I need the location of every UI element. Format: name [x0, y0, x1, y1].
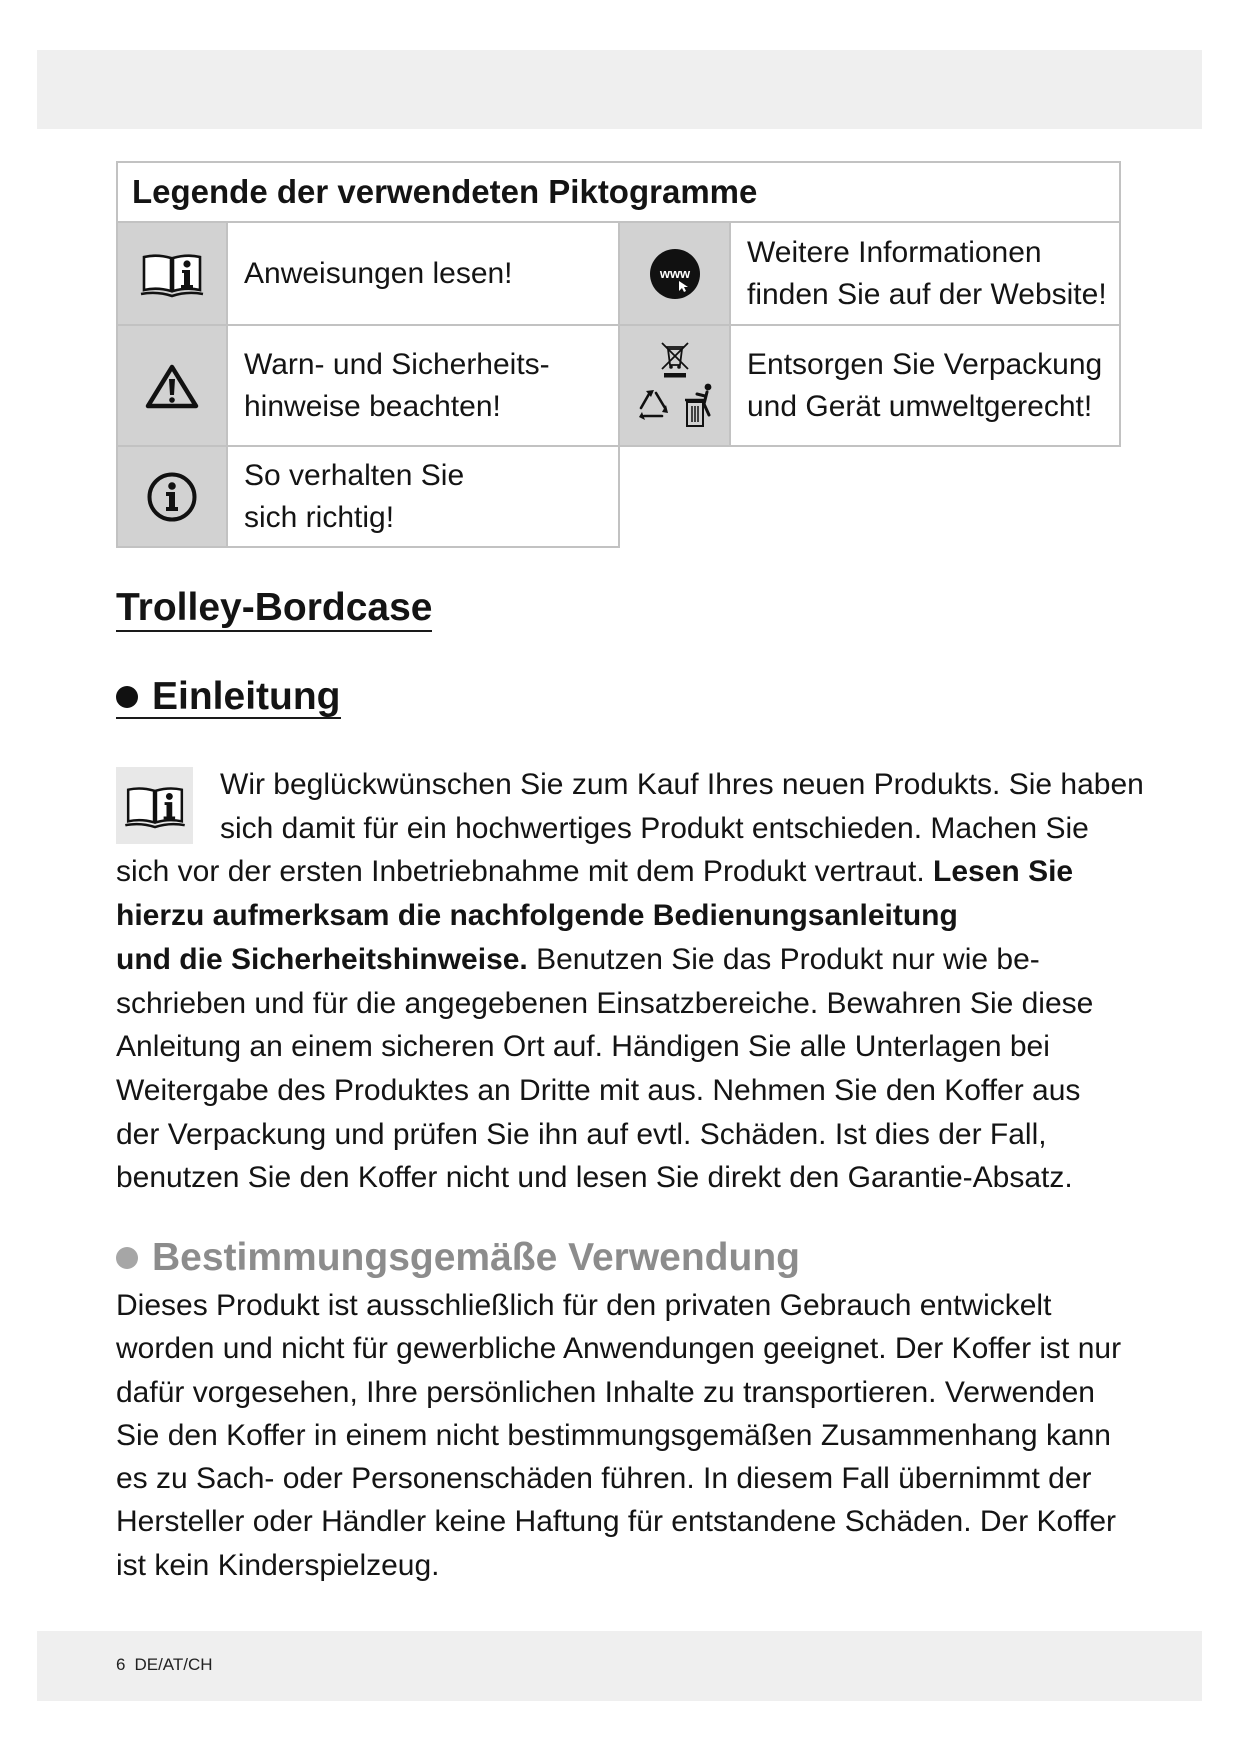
legend-line: finden Sie auf der Website! — [747, 277, 1107, 311]
paragraph-line — [116, 763, 1144, 807]
warning-triangle-icon — [144, 362, 200, 410]
paragraph-line — [116, 1069, 1144, 1113]
text-segment: der Verpackung und prüfen Sie ihn auf evtl. Schäden. Ist dies der Fall, — [116, 1117, 1047, 1151]
paragraph-line — [116, 938, 1144, 982]
legend-line: und Gerät umweltgerecht! — [747, 389, 1093, 423]
text-segment: benutzen Sie den Koffer nicht und lesen Sie direkt den Garantie-Absatz. — [116, 1161, 1073, 1195]
paragraph-line: worden und nicht für gewerbliche Anwendungen geeignet. Der Koffer ist nur — [116, 1332, 1122, 1366]
heading-text: Einleitung — [152, 675, 341, 718]
text-segment: sich vor der ersten Inbetriebnahme mit dem Produkt vertraut. — [116, 855, 934, 889]
text-segment: schrieben und für die angegebenen Einsatzbereiche. Bewahren Sie diese — [116, 986, 1094, 1020]
text-segment: Weitergabe des Produktes an Dritte mit aus. Nehmen Sie den Koffer aus — [116, 1073, 1081, 1107]
bold-text-segment: und die Sicherheitshinweise. — [116, 942, 528, 976]
paragraph-line — [116, 807, 1144, 851]
bold-text-segment: hierzu aufmerksam die nachfolgende Bedienungsanleitung — [116, 899, 958, 933]
heading-bullet — [116, 1247, 138, 1269]
www-icon-text: www — [659, 265, 690, 281]
heading-bullet — [116, 686, 138, 708]
legend-line: hinweise beachten! — [244, 389, 501, 423]
heading-text: Bestimmungsgemäße Verwendung — [152, 1236, 800, 1279]
header-bar — [37, 50, 1202, 129]
legend-line: Entsorgen Sie Verpackung — [747, 347, 1103, 381]
pictogram-legend-table — [116, 161, 1121, 548]
legend-text-read-instructions — [228, 223, 620, 326]
paragraph-line: es zu Sach- oder Personenschäden führen. In diesem Fall übernimmt der — [116, 1462, 1092, 1496]
legend-icon-cell — [118, 326, 228, 447]
section-heading-intended-use — [116, 1238, 800, 1278]
page-footer — [116, 1653, 213, 1677]
info-circle-icon — [146, 471, 198, 523]
text-segment: Benutzen Sie das Produkt nur wie be- — [527, 942, 1040, 976]
paragraph-line — [116, 850, 1144, 894]
book-info-icon — [140, 250, 204, 298]
paragraph-line: dafür vorgesehen, Ihre persönlichen Inhalte zu transportieren. Verwenden — [116, 1375, 1095, 1409]
legend-line: sich richtig! — [244, 500, 395, 534]
legend-icon-cell — [118, 447, 228, 548]
legend-text-safety — [228, 326, 620, 447]
product-title: Trolley-Bordcase — [116, 586, 432, 632]
paragraph-line — [116, 894, 1144, 938]
paragraph-line — [116, 1025, 1144, 1069]
paragraph-line — [116, 982, 1144, 1026]
bold-text-segment: Lesen Sie — [933, 855, 1074, 889]
text-segment: Wir beglückwünschen Sie zum Kauf Ihres neuen Produkts. Sie haben — [220, 768, 1144, 801]
paragraph-line — [116, 1113, 1144, 1157]
paragraph-line: Hersteller oder Händler keine Haftung für entstandene Schäden. Der Koffer — [116, 1505, 1117, 1539]
legend-icon-cell — [620, 223, 731, 326]
text-segment: Anleitung an einem sicheren Ort auf. Händigen Sie alle Unterlagen bei — [116, 1030, 1050, 1064]
legend-title: Legende der verwendeten Piktogramme — [118, 163, 1121, 223]
section-heading-introduction — [116, 677, 341, 719]
text-segment: sich damit für ein hochwertiges Produkt entschieden. Machen Sie — [220, 811, 1089, 845]
paragraph-line: Sie den Koffer in einem nicht bestimmungsgemäßen Zusammenhang kann — [116, 1418, 1111, 1452]
paragraph-line — [116, 1156, 1144, 1200]
www-icon — [649, 248, 701, 300]
legend-text-website — [731, 223, 1121, 326]
paragraph-line: ist kein Kinderspielzeug. — [116, 1548, 440, 1582]
legend-line: So verhalten Sie — [244, 458, 465, 492]
legend-text-behaviour — [228, 447, 620, 548]
legend-line: Warn- und Sicherheits- — [244, 347, 550, 381]
intended-use-paragraph — [116, 1284, 1121, 1587]
page-number: 6 — [116, 1655, 126, 1674]
legend-icon-cell — [620, 326, 731, 447]
region-label: DE/AT/CH — [134, 1655, 213, 1674]
legend-line: Weitere Informationen — [747, 235, 1042, 269]
legend-line: Anweisungen lesen! — [244, 256, 513, 290]
legend-icon-cell — [118, 223, 228, 326]
paragraph-line: Dieses Produkt ist ausschließlich für den privaten Gebrauch entwickelt — [116, 1289, 1052, 1322]
legend-text-disposal — [731, 326, 1121, 447]
disposal-recycling-icon — [635, 340, 715, 432]
introduction-paragraph — [116, 763, 1144, 1200]
